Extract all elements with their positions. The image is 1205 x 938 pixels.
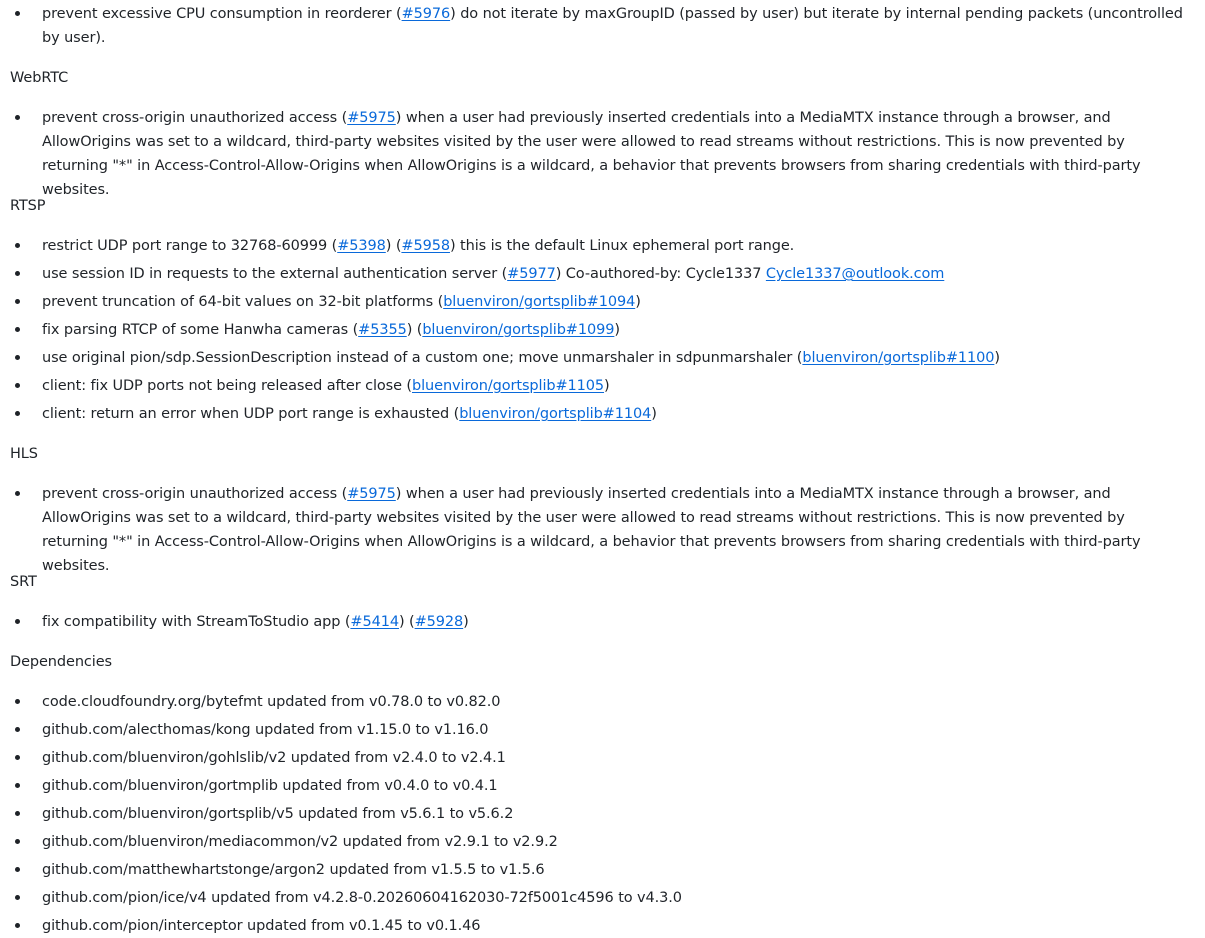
bullet: [15, 839, 20, 844]
gortsplib-link-1105[interactable]: bluenviron/gortsplib#1105: [412, 378, 605, 394]
issue-link-5958[interactable]: #5958: [401, 238, 450, 254]
bullet: [15, 895, 20, 900]
bullet: [15, 619, 20, 624]
bullet: [15, 755, 20, 760]
bullet: [15, 115, 20, 120]
section-heading-srt: SRT: [10, 574, 37, 590]
issue-link-5398[interactable]: #5398: [337, 238, 386, 254]
bullet: [15, 811, 20, 816]
issue-link-5414[interactable]: #5414: [350, 614, 399, 630]
issue-link-5928[interactable]: #5928: [414, 614, 464, 630]
list-item: prevent truncation of 64-bit values on 32-bit platforms (bluenviron/gortsplib#1094): [42, 290, 641, 314]
bullet: [15, 383, 20, 388]
list-item: client: return an error when UDP port range is exhausted (bluenviron/gortsplib#1104): [42, 402, 657, 426]
list-item: github.com/alecthomas/kong updated from v1.15.0 to v1.16.0: [42, 718, 488, 742]
bullet: [15, 867, 20, 872]
issue-link-5355[interactable]: #5355: [358, 322, 407, 338]
bullet: [15, 699, 20, 704]
list-item: github.com/bluenviron/gohlslib/v2 updated from v2.4.0 to v2.4.1: [42, 746, 506, 770]
gortsplib-link-1104[interactable]: bluenviron/gortsplib#1104: [459, 406, 652, 422]
list-item: github.com/bluenviron/gortmplib updated from v0.4.0 to v0.4.1: [42, 774, 498, 798]
list-item: client: fix UDP ports not being released after close (bluenviron/gortsplib#1105): [42, 374, 610, 398]
list-item: github.com/pion/ice/v4 updated from v4.2.8-0.20260604162030-72f5001c4596 to v4.3.0: [42, 886, 682, 910]
email-link[interactable]: Cycle1337@outlook.com: [765, 266, 945, 282]
list-item: code.cloudfoundry.org/bytefmt updated from v0.78.0 to v0.82.0: [42, 690, 500, 714]
bullet: [15, 411, 20, 416]
list-item: github.com/matthewhartstonge/argon2 updated from v1.5.5 to v1.5.6: [42, 858, 545, 882]
bullet: [15, 299, 20, 304]
list-item: github.com/pion/interceptor updated from v0.1.45 to v0.1.46: [42, 914, 480, 938]
list-item: prevent cross-origin unauthorized access (#5975) when a user had previously inserted credentials into a MediaMTX instance through a browser, and AllowOrigins was set to a wildcard, third-party websites visited by the user were allowed to read streams without restrictions. This is now prevented by returning "*" in Access-Control-Allow-Origins when AllowOrigins is a wildcard, a behavior that prevents browsers from sharing credentials with third-party websites.: [42, 482, 1193, 578]
bullet: [15, 923, 20, 928]
bullet: [15, 783, 20, 788]
list-item: github.com/bluenviron/mediacommon/v2 updated from v2.9.1 to v2.9.2: [42, 830, 558, 854]
list-item: prevent cross-origin unauthorized access (#5975) when a user had previously inserted credentials into a MediaMTX instance through a browser, and AllowOrigins was set to a wildcard, third-party websites visited by the user were allowed to read streams without restrictions. This is now prevented by returning "*" in Access-Control-Allow-Origins when AllowOrigins is a wildcard, a behavior that prevents browsers from sharing credentials with third-party websites.: [42, 106, 1193, 202]
list-item: fix parsing RTCP of some Hanwha cameras (#5355) (bluenviron/gortsplib#1099): [42, 318, 620, 342]
issue-link-5976[interactable]: #5976: [401, 6, 451, 22]
bullet: [15, 11, 20, 16]
gortsplib-link-1100[interactable]: bluenviron/gortsplib#1100: [802, 350, 995, 366]
section-heading-webrtc: WebRTC: [10, 70, 69, 86]
list-item: github.com/bluenviron/gortsplib/v5 updated from v5.6.1 to v5.6.2: [42, 802, 513, 826]
gortsplib-link-1099[interactable]: bluenviron/gortsplib#1099: [422, 322, 615, 338]
issue-link-5975[interactable]: #5975: [347, 110, 396, 126]
list-item: use original pion/sdp.SessionDescription instead of a custom one; move unmarshaler in sdpunmarshaler (bluenviron/gortsplib#1100): [42, 346, 1000, 370]
bullet: [15, 243, 20, 248]
bullet: [15, 327, 20, 332]
bullet: [15, 491, 20, 496]
issue-link-5975[interactable]: #5975: [347, 486, 396, 502]
list-item: prevent excessive CPU consumption in reorderer (#5976) do not iterate by maxGroupID (passed by user) but iterate by internal pending packets (uncontrolled by user).: [42, 2, 1193, 50]
list-item: use session ID in requests to the external authentication server (#5977) Co-authored-by: Cycle1337 Cycle1337@outlook.com: [42, 262, 944, 286]
bullet: [15, 355, 20, 360]
bullet: [15, 271, 20, 276]
gortsplib-link-1094[interactable]: bluenviron/gortsplib#1094: [443, 294, 636, 310]
section-heading-hls: HLS: [10, 446, 38, 462]
list-item: fix compatibility with StreamToStudio app (#5414) (#5928): [42, 610, 469, 634]
issue-link-5977[interactable]: #5977: [507, 266, 556, 282]
list-item: restrict UDP port range to 32768-60999 (#5398) (#5958) this is the default Linux ephemeral port range.: [42, 234, 794, 258]
bullet: [15, 727, 20, 732]
section-heading-dependencies: Dependencies: [10, 654, 112, 670]
section-heading-rtsp: RTSP: [10, 198, 46, 214]
